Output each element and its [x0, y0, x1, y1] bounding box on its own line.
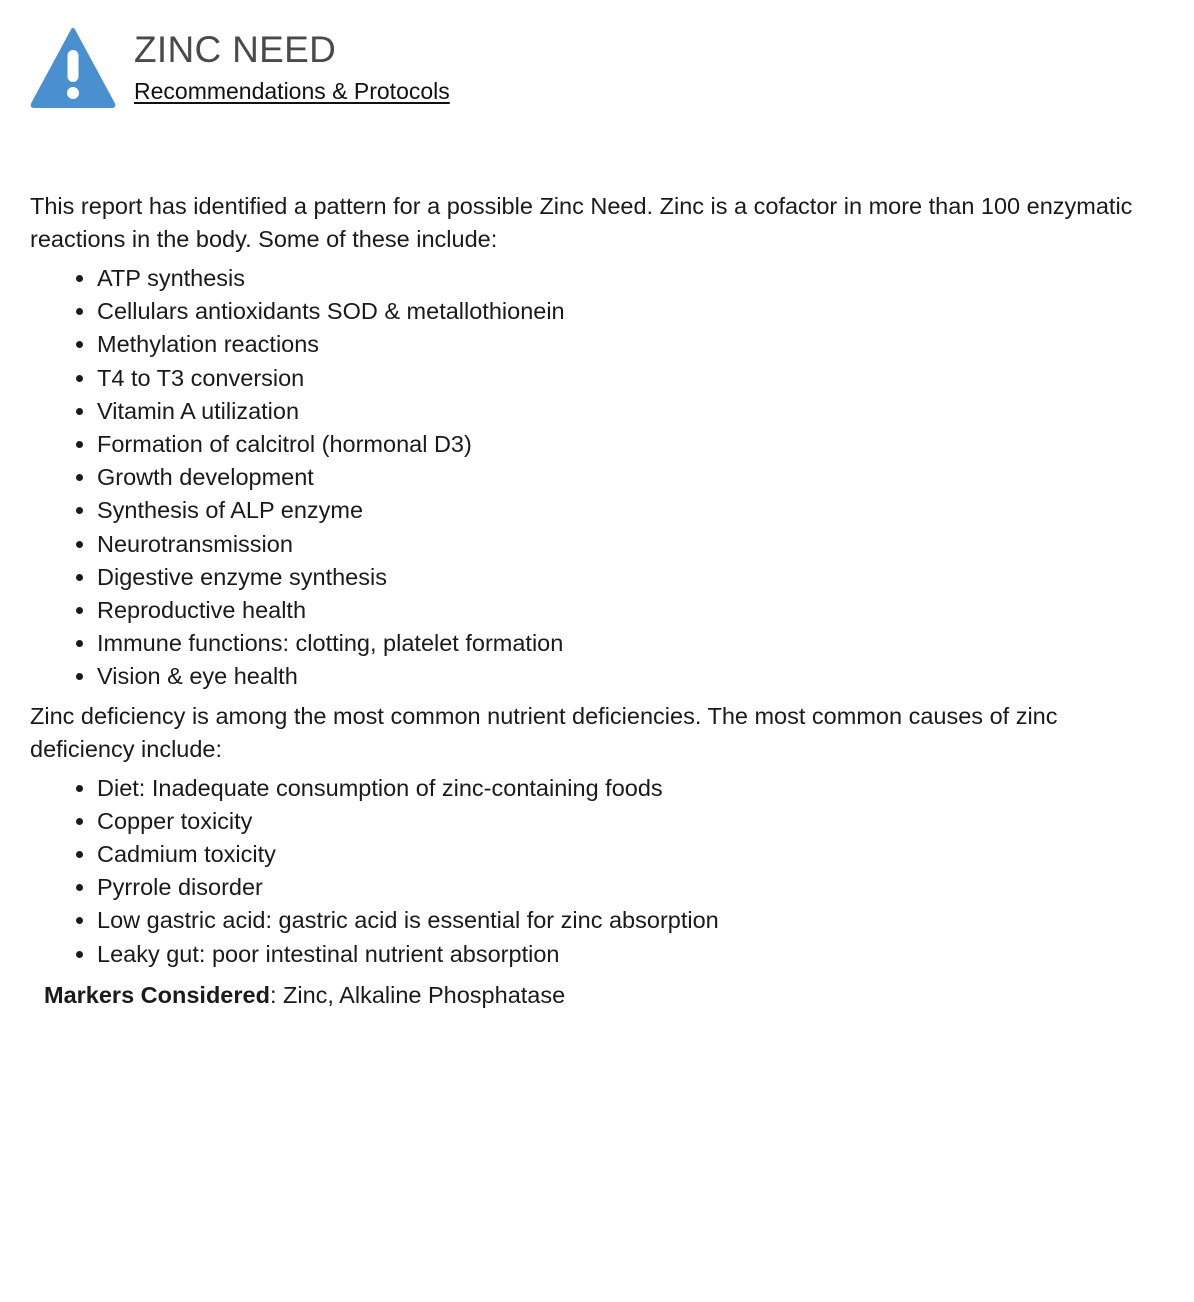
report-body: [30, 190, 1150, 1012]
markers-label: Markers Considered: [44, 981, 270, 1008]
list-item: • Vision & eye health: [97, 660, 1150, 693]
list-item: • Digestive enzyme synthesis: [97, 561, 1150, 594]
zinc-functions-list: [30, 262, 1150, 694]
warning-icon: [30, 26, 116, 110]
deficiency-causes-list: [30, 772, 1150, 971]
list-item: • Diet: Inadequate consumption of zinc-containing foods: [97, 772, 1150, 805]
list-item: • Reproductive health: [97, 594, 1150, 627]
page-title: ZINC NEED: [134, 29, 337, 70]
list-item: • T4 to T3 conversion: [97, 362, 1150, 395]
markers-separator: :: [269, 981, 284, 1008]
markers-values: Zinc, Alkaline Phosphatase: [283, 981, 566, 1008]
list-item: • Pyrrole disorder: [97, 871, 1150, 904]
list-item: • Copper toxicity: [97, 805, 1150, 838]
list-item: • Leaky gut: poor intestinal nutrient absorption: [97, 938, 1150, 971]
markers-considered: [30, 979, 1150, 1012]
report-header: [30, 26, 450, 110]
list-item: • Cadmium toxicity: [97, 838, 1150, 871]
list-item: • Formation of calcitrol (hormonal D3): [97, 428, 1150, 461]
recommendations-link[interactable]: Recommendations & Protocols: [134, 78, 450, 104]
list-item: • ATP synthesis: [97, 262, 1150, 295]
header-text: [134, 28, 450, 105]
deficiency-paragraph: Zinc deficiency is among the most common nutrient deficiencies. The most common causes of zinc deficiency include:: [30, 702, 1058, 762]
list-item: • Growth development: [97, 461, 1150, 494]
intro-paragraph: This report has identified a pattern for a possible Zinc Need. Zinc is a cofactor in more than 100 enzymatic reactions in the body. Some of these include:: [30, 193, 1133, 252]
list-item: • Immune functions: clotting, platelet formation: [97, 627, 1150, 660]
list-item: • Methylation reactions: [97, 328, 1150, 361]
list-item: • Neurotransmission: [97, 528, 1150, 561]
list-item: • Synthesis of ALP enzyme: [97, 494, 1150, 527]
list-item: • Vitamin A utilization: [97, 395, 1150, 428]
list-item: • Cellulars antioxidants SOD & metallothionein: [97, 295, 1150, 328]
list-item: • Low gastric acid: gastric acid is essential for zinc absorption: [97, 904, 1150, 937]
